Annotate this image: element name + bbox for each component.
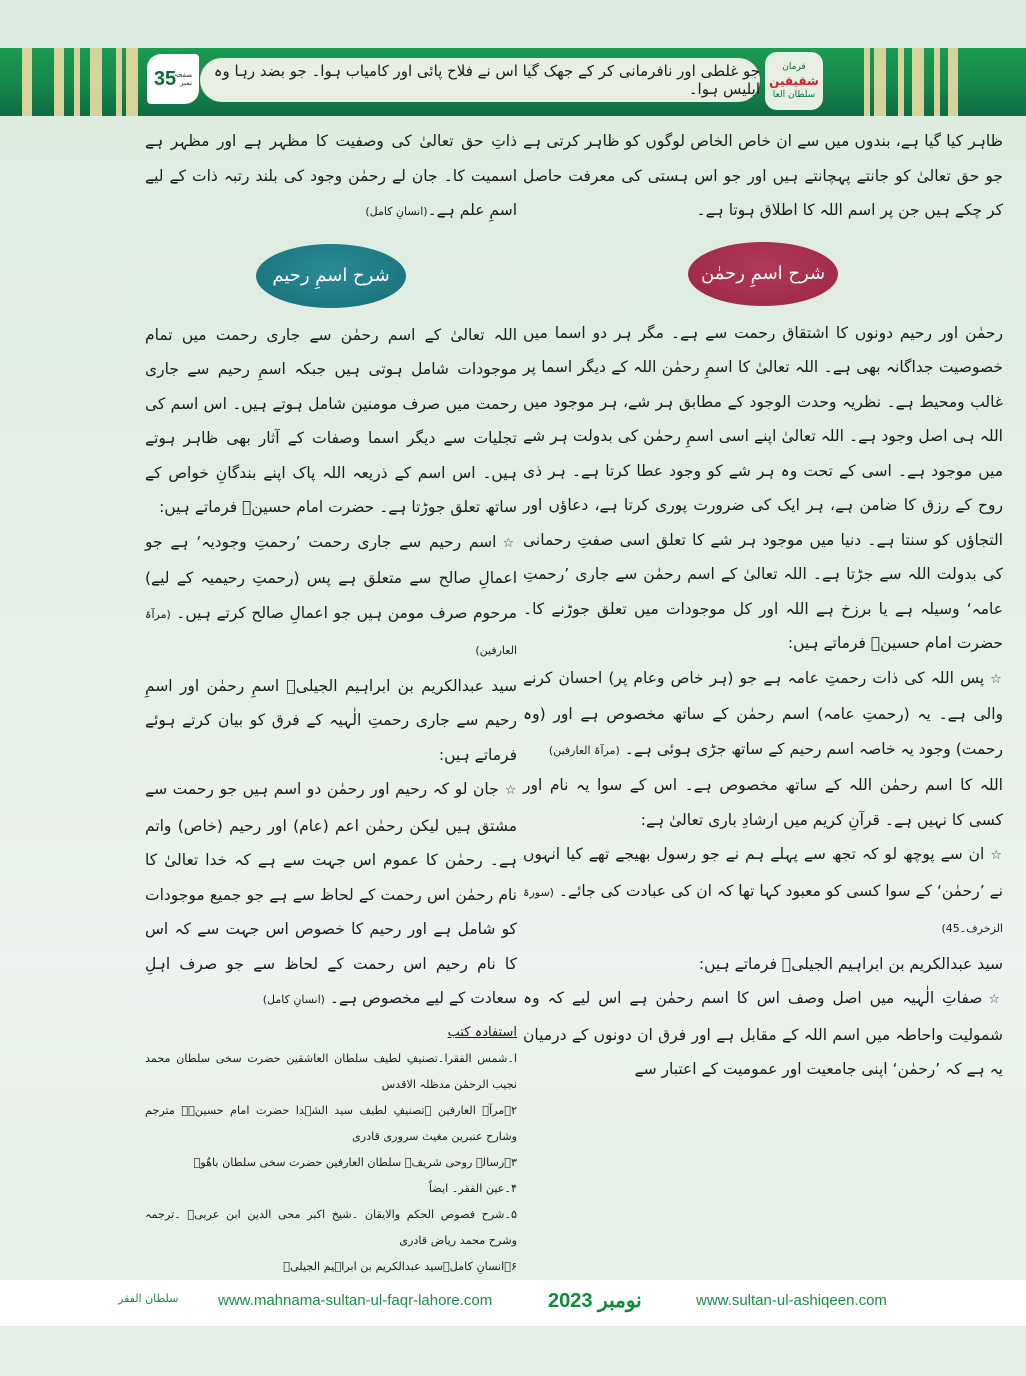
star-icon: ☆ [990,671,1004,687]
rahman-paragraph-1: رحمٰن اور رحیم دونوں کا اشتقاق رحمت سے ہے۔ مگر ہر دو اسما میں خصوصیت جداگانہ بھی ہے۔ اللہ تعالیٰ کا اسمِ رحمٰن اللہ کے دیگر اسما پر غالب ومحیط ہے۔ نظریہ وحدت الوجود کے مطابق ہر شے، ہر موجود میں اللہ ہی اصل وجود ہے۔ اللہ تعالیٰ اپنے اسی اسمِ رحمٰن کی بدولت ہر شے میں موجود ہے۔ اسی کے تحت وہ ہر شے کو وجود عطا کرتا ہے۔ ہر ذی روح کے رزق کا ضامن ہے، ہر ایک کی ضرورت پوری کرتا ہے، دعاؤں اور التجاؤں کو سنتا ہے۔ دنیا میں موجود ہر شے کا تعلق اسی صفتِ رحمانی کی بدولت اللہ سے جڑتا ہے۔ اللہ تعالیٰ کے اسم رحمٰن سے جاری ’رحمتِ عامہ‘ وسیلہ ہے یا برزخ ہے اللہ اور کل موجودات میں تعلق جوڑنے کا۔ حضرت امام حسینؓ فرماتے ہیں: [523,323,1003,652]
footer [0,1280,1026,1326]
rahman-paragraph-3: سید عبدالکریم بن ابراہیم الجیلیؒ فرماتے ہیں: [698,954,1003,973]
reference-item: ۳۔رسالہ روحی شریف۔ سلطان العارفین حضرت سخی سلطان باھُوؒ [193,1155,517,1169]
section-banner-raheem [256,244,406,308]
raheem-quote-1 [145,525,517,669]
logo-text-middle: شقیقین [769,74,819,88]
header-stripe [90,48,102,116]
left-intro [145,124,517,230]
header-band [0,48,1026,116]
header-logo [765,52,823,110]
footer-link-mahnama[interactable]: www.mahnama-sultan-ul-faqr-lahore.com [218,1292,493,1309]
quote-text: پس اللہ کی ذات رحمتِ عامہ ہے جو (ہر خاص وعام پر) احسان کرنے والی ہے۔ یہ (رحمتِ عامہ) اسم رحمٰن کے ساتھ مخصوص ہے اور (وہ رحمت) وجود یہ خاصہ اسم رحیم کے ساتھ جڑی ہوئی ہے۔ [523,668,1003,758]
logo-text-bottom: سلطان العا [772,90,816,100]
left-column [145,124,517,1280]
quote-text: ان سے پوچھ لو کہ تجھ سے پہلے ہم نے جو رسول بھیجے تھے کیا انہوں نے ’رحمٰن‘ کے سوا کسی کو معبود کہا تھا کہ ان کی عبادت کی جائے۔ [523,845,1003,900]
star-icon: ☆ [988,992,1003,1007]
header-stripe [116,48,122,116]
page-number-label: صفحہ نمبر [174,71,193,87]
intro-reference: (انسانِ کامل) [365,205,428,218]
star-icon: ☆ [502,535,517,551]
footer-link-sultan-ul-ashiqeen[interactable]: www.sultan-ul-ashiqeen.com [696,1292,887,1309]
page-number: 35 [153,67,177,90]
reference-item: ۲۔مرآۃ العارفین ۔تصنیفِ لطیف سید الشہدا حضرت امام حسینؓ۔ مترجم وشارح عنبرین مغیث سروری قادری [145,1103,517,1143]
header-stripe [898,48,904,116]
reference-item: ا۔شمس الفقرا۔تصنیفِ لطیف سلطان العاشقین حضرت سخی سلطان محمد نجیب الرحمٰن مدظلہ الاقدس [145,1051,517,1091]
raheem-paragraph-2: سید عبدالکریم بن ابراہیم الجیلیؒ اسمِ رحمٰن اور اسمِ رحیم سے جاری رحمتِ الٰہیہ کے فرق کو بیان کرتے ہوئے فرماتے ہیں: [145,676,517,764]
header-stripe [948,48,958,116]
quote-text: صفاتِ الٰہیہ میں اصل وصف اس کا اسم رحمٰن ہے اس لیے کہ وہ شمولیت واحاطہ میں اسم اللہ کے مقابل ہے اور فرق ان دونوں کے درمیان یہ ہے کہ ’رحمٰن‘ اپنی جامعیت اور عمومیت کے اعتبار سے [523,989,1003,1078]
quote-text: جان لو کہ رحیم اور رحمٰن دو اسم ہیں جو رحمت سے مشتق ہیں لیکن رحمٰن اعم (عام) اور رحیم (خاص) واتم ہے۔ رحمٰن کا عموم اس جہت سے ہے کہ خدا تعالیٰ کا نام رحمٰن اس رحمت کے لحاظ سے ہے جو جمیع موجودات کو شامل ہے اور رحیم کا خصوص اس جہت سے کہ اس کا نام رحیم اس رحمت کے لحاظ سے جو صرف اہلِ سعادت کے لیے مخصوص ہے۔ [145,780,517,1007]
reference-item: ۴۔عین الفقر۔ ایضاً [428,1181,517,1195]
raheem-paragraph-1: اللہ تعالیٰ کے اسم رحمٰن سے جاری رحمت میں تمام موجودات شامل ہوتی ہیں جبکہ اسمِ رحیم سے جاری رحمت میں صرف مومنین شامل ہوتے ہیں۔ اس اسم کی تجلیات سے دیگر اسما وصفات کے آثار بھی ظاہر ہوتے ہیں۔ اس اسم کے ذریعہ اللہ پاک اپنے بندگانِ خواص کے ساتھ تعلق جوڑتا ہے۔ حضرت امام حسینؓ فرماتے ہیں: [145,325,517,516]
header-stripe [126,48,138,116]
section-banner-rahman [688,242,838,306]
issue-date: نومبر 2023 [548,1290,642,1312]
section-title-rahman: شرح اسمِ رحمٰن [700,263,826,284]
footer-logo: سلطان الفقر [118,1292,179,1305]
right-intro: ظاہر کیا گیا ہے، بندوں میں سے ان خاص الخاص لوگوں کو ظاہر کرتی ہے جو حق تعالیٰ کو جانتے پہچانتے ہیں اور جو اس ہستی کی معرفت حاصل کر چکے ہیں جن پر اسم اللہ کا اطلاق ہوتا ہے۔ [523,132,1003,219]
star-icon: ☆ [990,848,1003,863]
rahman-quote-1 [523,661,1003,769]
header-stripe [934,48,940,116]
quote-reference: (سورۃ الزخرف۔45) [523,885,1003,935]
quote-reference: (مرآۃ العارفین) [548,743,620,757]
header-stripe [874,48,886,116]
intro-text: ذاتِ حق تعالیٰ کی وصفیت کا مظہر ہے اور مظہر ہے اسمیت کا۔ جان لے رحمٰن وجود کی بلند رتبہ ذات کے لیے اسمِ علم ہے۔ [145,132,517,219]
quote-reference: (انسانِ کامل) [262,993,325,1006]
raheem-quote-2 [145,772,517,1018]
quote-text: اسم رحیم سے جاری رحمت ’رحمتِ وجودیہ‘ ہے جو اعمالِ صالح سے متعلق ہے پس (رحمتِ رحیمیہ کے لیے) مرحوم صرف مومن ہیں جو اعمالِ صالح کرتے ہیں۔ [145,532,517,622]
rahman-quote-3 [523,981,1003,1087]
page-number-badge [147,54,199,104]
reference-item: ۵۔شرح فصوص الحکم والایقان ۔شیخ اکبر محی الدین ابن عربیؒ ۔ترجمہ وشرح محمد ریاض قادری [145,1207,517,1247]
logo-text-top: فرمان [782,62,806,72]
references-title: استفادہ کتب [447,1024,517,1040]
section-title-raheem: شرح اسمِ رحیم [272,265,390,286]
header-stripe [22,48,32,116]
reference-item: ۶۔انسانِ کامل۔سید عبدالکریم بن ابراہیم الجیلیؒ [283,1259,517,1273]
header-stripe [54,48,64,116]
references-list [145,1046,517,1280]
quote-reference: (مرآۃ العارفین) [145,607,517,657]
header-stripe [864,48,870,116]
header-quote [200,58,760,102]
rahman-quote-2 [523,837,1003,947]
rahman-paragraph-2: اللہ کا اسم رحمٰن اللہ کے ساتھ مخصوص ہے۔ اس کے سوا یہ نام اور کسی کا نہیں ہے۔ قرآنِ کریم میں ارشادِ باری تعالیٰ ہے: [523,776,1003,829]
header-stripe [74,48,80,116]
header-stripe [912,48,924,116]
star-icon: ☆ [504,783,517,798]
header-quote-text: جو غلطی اور نافرمانی کر کے جھک گیا اس نے فلاح پائی اور کامیاب ہوا۔ جو بضد رہا وہ ابلیس ہوا۔ [213,62,760,98]
right-column [523,124,1003,1087]
